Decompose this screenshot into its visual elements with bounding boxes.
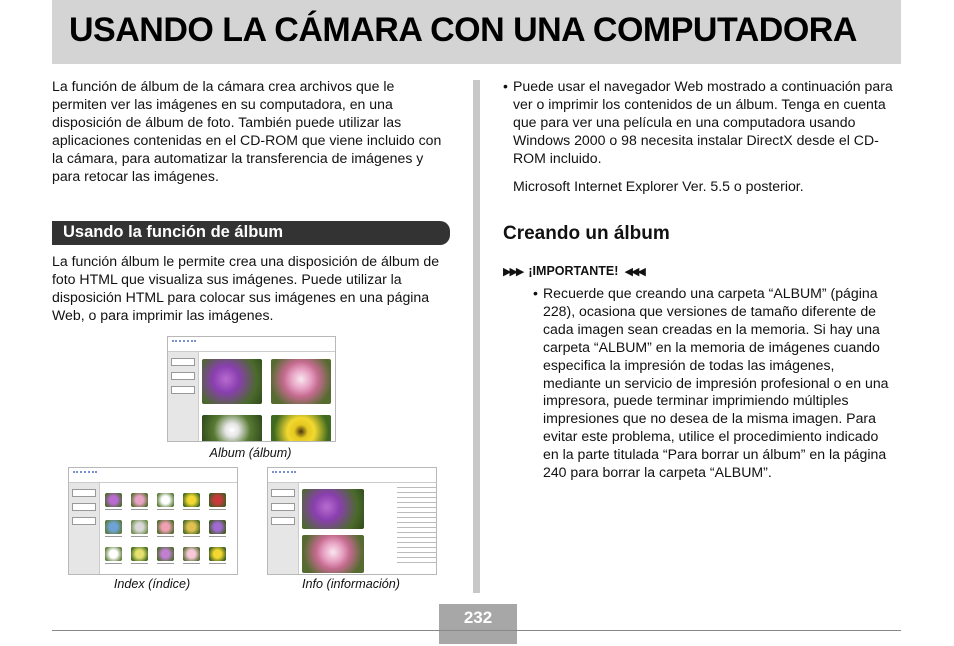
screenshot-sidebar <box>69 483 100 574</box>
thumbnail-image <box>183 520 200 534</box>
browser-bullet-text: Puede usar el navegador Web mostrado a continuación para ver o imprimir los contenidos de un álbum. Tenga en cuenta que para ver una película en una computadora usando Windows 2000 o 98 necesita instalar DirectX desde el CD-ROM incluido. <box>513 78 893 166</box>
triple-arrow-icon: ◀◀◀ <box>624 265 644 278</box>
thumbnail-image <box>157 493 174 507</box>
flower-image <box>271 415 331 442</box>
thumbnail-caption-line <box>131 563 148 564</box>
thumbnail-caption-line <box>209 563 226 564</box>
thumbnail-image <box>131 520 148 534</box>
info-text-lines <box>397 487 437 567</box>
thumbnail-image <box>131 547 148 561</box>
thumbnail-caption-line <box>105 536 122 537</box>
thumbnail-caption-line <box>183 536 200 537</box>
thumbnail-caption-line <box>157 536 174 537</box>
thumbnail-image <box>209 547 226 561</box>
important-label: ¡IMPORTANTE! <box>528 264 619 278</box>
page-number: 232 <box>439 604 517 630</box>
page-number-tab <box>439 631 517 644</box>
important-note <box>503 262 644 280</box>
thumbnail-caption-line <box>105 563 122 564</box>
screenshot-header <box>69 468 237 483</box>
thumbnail-caption-line <box>183 509 200 510</box>
footer-rule <box>52 630 901 631</box>
thumbnail-caption-line <box>209 536 226 537</box>
thumbnail-caption-line <box>183 563 200 564</box>
thumbnail-image <box>157 520 174 534</box>
screenshot-header <box>268 468 436 483</box>
triple-arrow-icon: ▶▶▶ <box>503 265 523 278</box>
title-bar <box>52 0 901 64</box>
thumbnail-caption-line <box>157 509 174 510</box>
dotted-logo-icon <box>73 471 97 479</box>
flower-image <box>302 489 364 529</box>
album-warning-text: Recuerde que creando una carpeta “ALBUM” (página 228), ocasiona que versiones de tamaño diferente de cada imagen sean creadas en la memoria. Si hay una carpeta “ALBUM” en la memoria de imágenes cuando especifica la impresión de todas las imágenes, mediante un servicio de impresión profesional o en una impresora, puede terminar imprimiendo múltiples impresiones que no desea de la misma imagen. Para evitar este problema, utilice el procedimiento indicado en la parte titulada “Para borrar un álbum” en la página 240 para borrar la carpeta “ALBUM”. <box>543 285 889 481</box>
thumbnail-caption-line <box>131 509 148 510</box>
intro-paragraph: La función de álbum de la cámara crea archivos que le permiten ver las imágenes en su computadora, en una disposición de álbum de foto. También puede utilizar las aplicaciones contenidas en el CD-ROM que viene incluido con la cámara, para automatizar la transferencia de imágenes y para retocar las imágenes. <box>52 78 442 184</box>
index-screenshot <box>68 467 238 575</box>
column-divider <box>473 80 480 593</box>
thumbnail-image <box>105 547 122 561</box>
section-title: Usando la función de álbum <box>63 223 284 241</box>
browser-requirement: Microsoft Internet Explorer Ver. 5.5 o posterior. <box>513 178 804 194</box>
thumbnail-caption-line <box>157 563 174 564</box>
section-bar <box>52 221 450 245</box>
thumbnail-image <box>105 493 122 507</box>
flower-image <box>271 359 331 404</box>
info-screenshot <box>267 467 437 575</box>
album-caption: Album (álbum) <box>209 446 292 460</box>
bullet-dot-icon: • <box>533 285 538 301</box>
album-screenshot <box>167 336 336 442</box>
flower-image <box>202 415 262 442</box>
dotted-logo-icon <box>272 471 296 479</box>
thumbnail-image <box>105 520 122 534</box>
screenshot-sidebar <box>268 483 299 574</box>
thumbnail-caption-line <box>105 509 122 510</box>
index-caption: Index (índice) <box>113 577 191 591</box>
thumbnail-image <box>209 493 226 507</box>
dotted-logo-icon <box>172 340 196 348</box>
info-caption: Info (información) <box>302 577 400 591</box>
thumbnail-image <box>157 547 174 561</box>
section-paragraph: La función álbum le permite crea una disposición de álbum de foto HTML que visualiza sus imágenes. Puede utilizar la disposición HTML para colocar sus imágenes en una página Web, o para imprimir las imágenes. <box>52 253 440 323</box>
thumbnail-image <box>209 520 226 534</box>
flower-image <box>202 359 262 404</box>
screenshot-main <box>199 352 335 441</box>
thumbnail-caption-line <box>209 509 226 510</box>
bullet-dot-icon: • <box>503 78 508 94</box>
thumbnail-image <box>131 493 148 507</box>
screenshot-header <box>168 337 335 352</box>
thumbnail-caption-line <box>131 536 148 537</box>
page-title: USANDO LA CÁMARA CON UNA COMPUTADORA <box>69 11 857 49</box>
screenshot-main <box>100 483 237 574</box>
thumbnail-image <box>183 493 200 507</box>
screenshot-sidebar <box>168 352 199 441</box>
thumbnail-image <box>183 547 200 561</box>
flower-image <box>302 535 364 573</box>
album-heading: Creando un álbum <box>503 223 670 244</box>
screenshot-main <box>299 483 436 574</box>
